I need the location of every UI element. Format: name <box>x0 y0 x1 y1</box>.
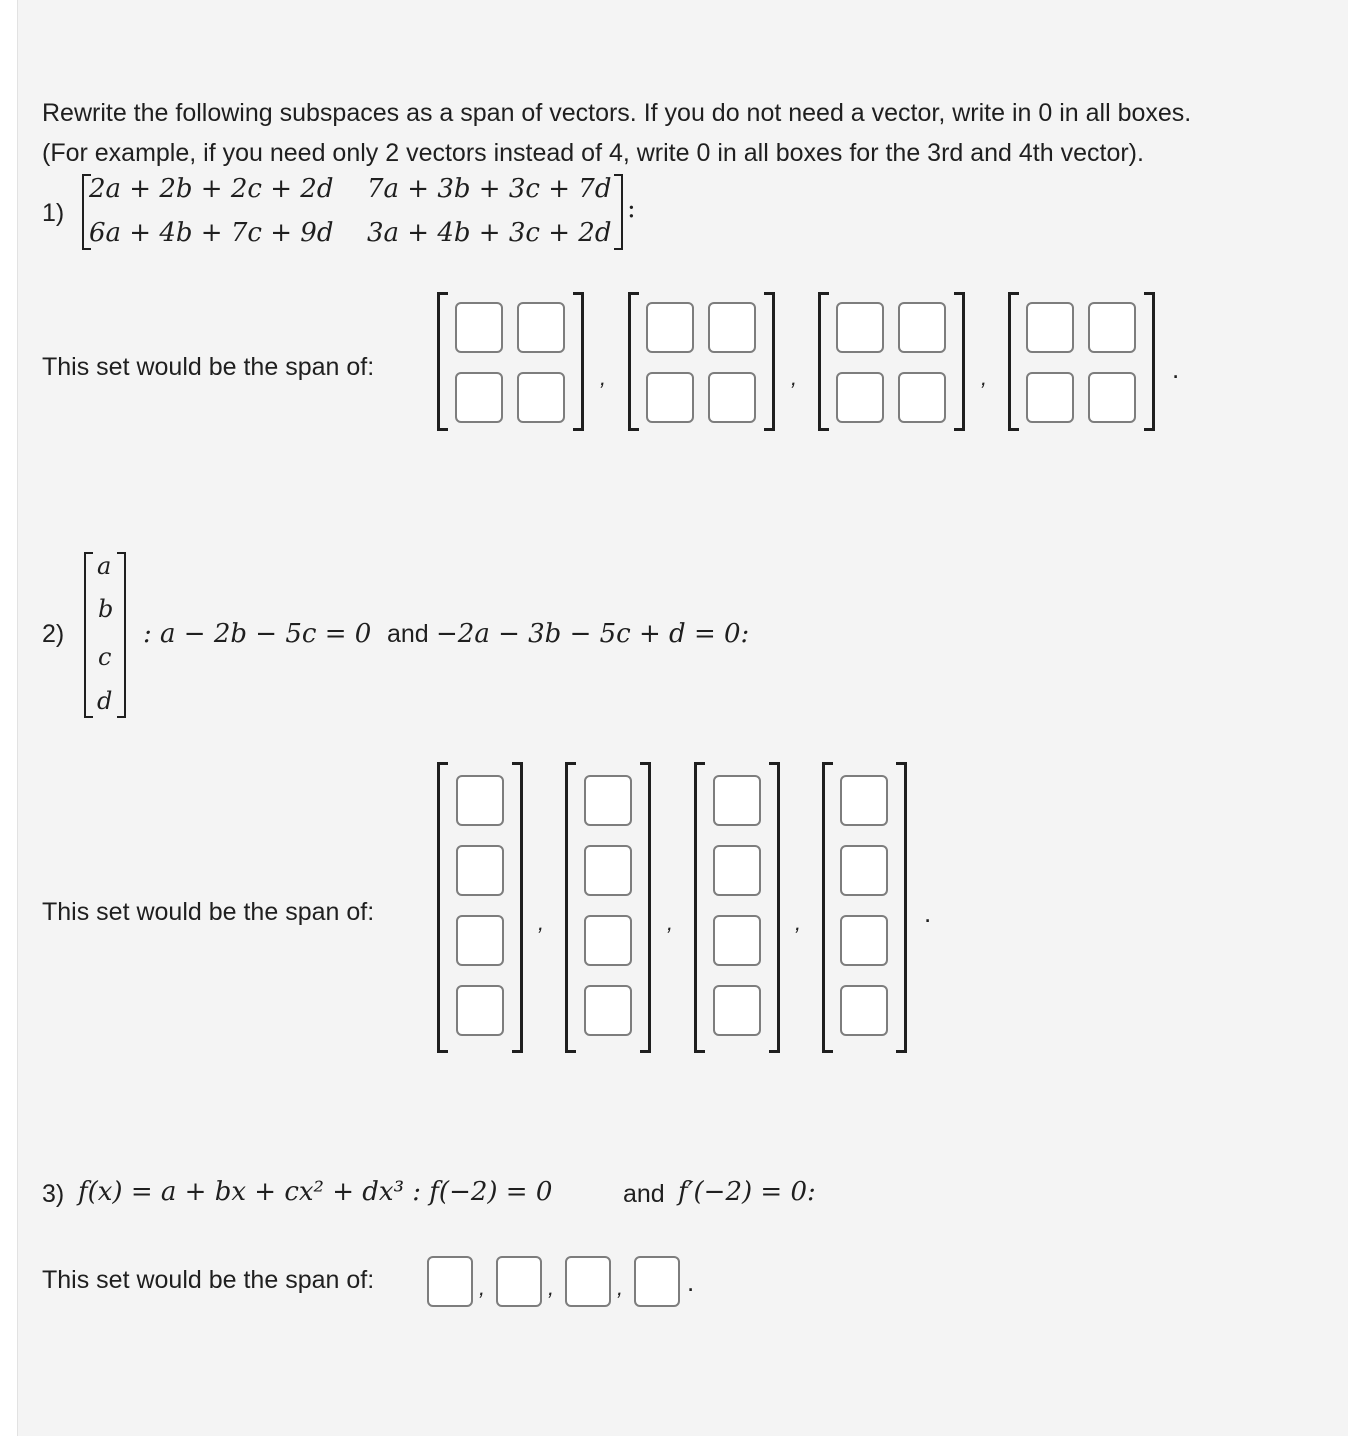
q1-m1-r1c2-input[interactable] <box>517 302 565 353</box>
q2-v2-entry-3-input[interactable] <box>584 915 632 966</box>
q2-v2-entry-4-input[interactable] <box>584 985 632 1036</box>
q2-v4-entry-3-input[interactable] <box>840 915 888 966</box>
q2-comma-1: , <box>538 910 545 935</box>
q2-answer-vector-3-right-bracket <box>769 762 780 1053</box>
q1-matrix-r2c1: 6a + 4b + 7c + 9d <box>89 218 334 248</box>
q1-m1-r2c1-input[interactable] <box>455 372 503 423</box>
q1-m3-r2c2-input[interactable] <box>898 372 946 423</box>
q1-m2-r2c2-input[interactable] <box>708 372 756 423</box>
q3-comma-1: , <box>479 1275 486 1300</box>
q1-m3-r2c1-input[interactable] <box>836 372 884 423</box>
q1-answer-matrix-2-left-bracket <box>628 292 639 431</box>
q1-comma-3: , <box>981 365 988 390</box>
q1-answer-matrix-3-right-bracket <box>954 292 965 431</box>
q1-m4-r1c2-input[interactable] <box>1088 302 1136 353</box>
q3-span-entry-4-input[interactable] <box>634 1256 680 1307</box>
q2-vector-c: c <box>98 643 112 671</box>
q1-answer-matrix-1-right-bracket <box>573 292 584 431</box>
q2-v3-entry-2-input[interactable] <box>713 845 761 896</box>
q1-comma-1: , <box>600 365 607 390</box>
q3-and: and <box>623 1180 665 1208</box>
q1-number: 1) <box>42 199 65 227</box>
q1-period: . <box>1172 354 1180 384</box>
q1-m1-r1c1-input[interactable] <box>455 302 503 353</box>
q3-comma-3: , <box>617 1275 624 1300</box>
question-panel <box>17 0 1348 1436</box>
q2-vector-right-bracket <box>117 552 126 718</box>
q2-v3-entry-1-input[interactable] <box>713 775 761 826</box>
q2-vector-left-bracket <box>84 552 93 718</box>
q3-function: f(x) = a + bx + cx² + dx³ : f(−2) = 0 <box>78 1177 553 1207</box>
q2-v2-entry-1-input[interactable] <box>584 775 632 826</box>
q1-m3-r1c1-input[interactable] <box>836 302 884 353</box>
q1-answer-matrix-1-left-bracket <box>437 292 448 431</box>
q2-condition-2: −2a − 3b − 5c + d = 0: <box>436 619 750 649</box>
q2-vector-d: d <box>97 687 113 715</box>
q1-answer-matrix-3-left-bracket <box>818 292 829 431</box>
q2-answer-vector-1-right-bracket <box>512 762 523 1053</box>
q2-condition-1: : a − 2b − 5c = 0 <box>143 619 372 649</box>
q2-v4-entry-2-input[interactable] <box>840 845 888 896</box>
q2-v3-entry-4-input[interactable] <box>713 985 761 1036</box>
q2-v1-entry-3-input[interactable] <box>456 915 504 966</box>
q2-v4-entry-1-input[interactable] <box>840 775 888 826</box>
q2-v1-entry-1-input[interactable] <box>456 775 504 826</box>
q2-v2-entry-2-input[interactable] <box>584 845 632 896</box>
q3-span-entry-3-input[interactable] <box>565 1256 611 1307</box>
q1-m4-r1c1-input[interactable] <box>1026 302 1074 353</box>
q1-answer-matrix-4-right-bracket <box>1144 292 1155 431</box>
q2-answer-vector-1-left-bracket <box>437 762 448 1053</box>
q2-vector-b: b <box>98 595 114 623</box>
q2-v3-entry-3-input[interactable] <box>713 915 761 966</box>
q2-answer-vector-2-right-bracket <box>640 762 651 1053</box>
q2-vector-a: a <box>97 552 112 580</box>
q1-m2-r1c2-input[interactable] <box>708 302 756 353</box>
q1-comma-2: , <box>791 365 798 390</box>
q2-and: and <box>387 620 429 648</box>
q1-matrix-right-bracket <box>614 174 623 250</box>
q1-m2-r2c1-input[interactable] <box>646 372 694 423</box>
q1-answer-matrix-4-left-bracket <box>1008 292 1019 431</box>
q2-v1-entry-2-input[interactable] <box>456 845 504 896</box>
q2-comma-3: , <box>795 910 802 935</box>
q2-answer-vector-3-left-bracket <box>694 762 705 1053</box>
q1-m1-r2c2-input[interactable] <box>517 372 565 423</box>
q1-colon: : <box>627 194 636 224</box>
q2-answer-vector-2-left-bracket <box>565 762 576 1053</box>
q1-m4-r2c2-input[interactable] <box>1088 372 1136 423</box>
q2-v4-entry-4-input[interactable] <box>840 985 888 1036</box>
q3-span-label: This set would be the span of: <box>42 1266 375 1294</box>
q1-span-label: This set would be the span of: <box>42 353 375 381</box>
q1-matrix-r1c1: 2a + 2b + 2c + 2d <box>89 174 334 204</box>
q1-m4-r2c1-input[interactable] <box>1026 372 1074 423</box>
q3-comma-2: , <box>548 1275 555 1300</box>
q1-m3-r1c2-input[interactable] <box>898 302 946 353</box>
q2-answer-vector-4-left-bracket <box>822 762 833 1053</box>
instructions-line-1: Rewrite the following subspaces as a span of vectors. If you do not need a vector, write in 0 in all boxes. <box>42 99 1192 127</box>
q2-answer-vector-4-right-bracket <box>896 762 907 1053</box>
q3-condition-2: f′(−2) = 0: <box>678 1177 816 1207</box>
q2-period: . <box>924 898 932 928</box>
q2-v1-entry-4-input[interactable] <box>456 985 504 1036</box>
q2-span-label: This set would be the span of: <box>42 898 375 926</box>
q1-matrix-r1c2: 7a + 3b + 3c + 7d <box>367 174 612 204</box>
q3-span-entry-1-input[interactable] <box>427 1256 473 1307</box>
q3-span-entry-2-input[interactable] <box>496 1256 542 1307</box>
q3-number: 3) <box>42 1180 65 1208</box>
q1-m2-r1c1-input[interactable] <box>646 302 694 353</box>
q1-answer-matrix-2-right-bracket <box>764 292 775 431</box>
q1-matrix-r2c2: 3a + 4b + 3c + 2d <box>367 218 612 248</box>
q2-comma-2: , <box>667 910 674 935</box>
q2-number: 2) <box>42 620 65 648</box>
instructions-line-2: (For example, if you need only 2 vectors instead of 4, write 0 in all boxes for the 3rd and 4th vector). <box>42 139 1144 167</box>
q3-period: . <box>687 1267 695 1297</box>
